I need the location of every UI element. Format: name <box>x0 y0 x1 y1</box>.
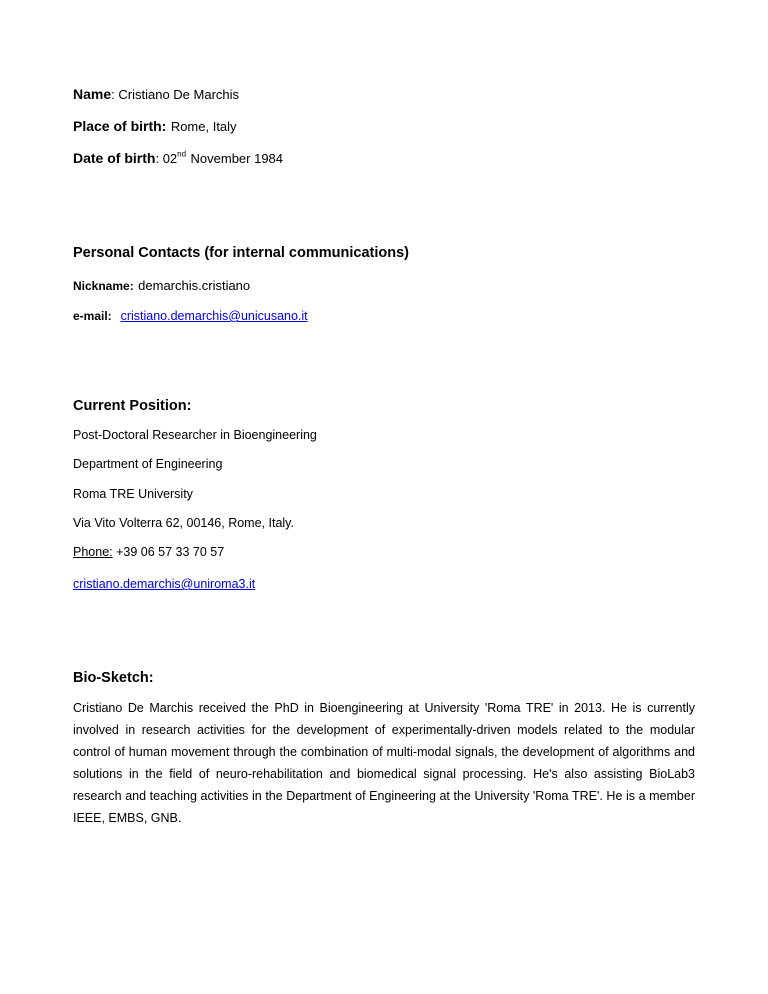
nickname-label: Nickname: <box>73 279 134 293</box>
position-department: Department of Engineering <box>73 457 223 471</box>
birthdate-rest: November 1984 <box>190 151 284 166</box>
name-value: Cristiano De Marchis <box>118 87 240 102</box>
name-label: Name <box>73 86 112 102</box>
birthplace-row <box>73 117 237 136</box>
name-row: Name: Cristiano De Marchis <box>73 86 240 102</box>
position-university: Roma TRE University <box>73 487 193 501</box>
contacts-heading: Personal Contacts (for internal communications) <box>73 245 409 261</box>
birthdate-label: Date of birth <box>73 150 156 166</box>
bio-text: Cristiano De Marchis received the PhD in Bioengineering at University 'Roma TRE' in 2013. He is currently involved in research activities for the development of experimentally-driven models related to the modular control of human movement through the combination of multi-modal signals, the development of algorithms and solutions in the field of neuro-rehabilitation and biomedical signal processing. He's also assisting BioLab3 research and teaching activities in the Department of Engineering at the University 'Roma TRE'. He is a member IEEE, EMBS, GNB. <box>73 701 695 825</box>
nickname-row <box>73 276 250 295</box>
birthplace-label: Place of birth: <box>73 118 167 134</box>
position-heading: Current Position: <box>73 398 192 414</box>
birthdate-day: 02 <box>162 151 178 166</box>
nickname-value: demarchis.cristiano <box>138 278 251 293</box>
email-row <box>73 306 308 325</box>
position-address: Via Vito Volterra 62, 00146, Rome, Italy. <box>73 516 294 530</box>
birthdate-row: Date of birth: 02nd November 1984 <box>73 149 284 166</box>
email-link[interactable]: cristiano.demarchis@unicusano.it <box>120 309 308 323</box>
birthdate-suffix: nd <box>177 149 187 159</box>
email-label: e-mail: <box>73 309 112 323</box>
position-email-row <box>73 574 255 593</box>
birthplace-value: Rome, Italy <box>170 119 237 134</box>
position-email-link[interactable]: cristiano.demarchis@uniroma3.it <box>73 577 256 591</box>
phone-row <box>73 545 224 560</box>
phone-label: Phone: <box>73 545 113 559</box>
phone-value: +39 06 57 33 70 57 <box>116 545 225 559</box>
position-title: Post-Doctoral Researcher in Bioengineering <box>73 428 317 442</box>
bio-heading: Bio-Sketch: <box>73 670 154 686</box>
